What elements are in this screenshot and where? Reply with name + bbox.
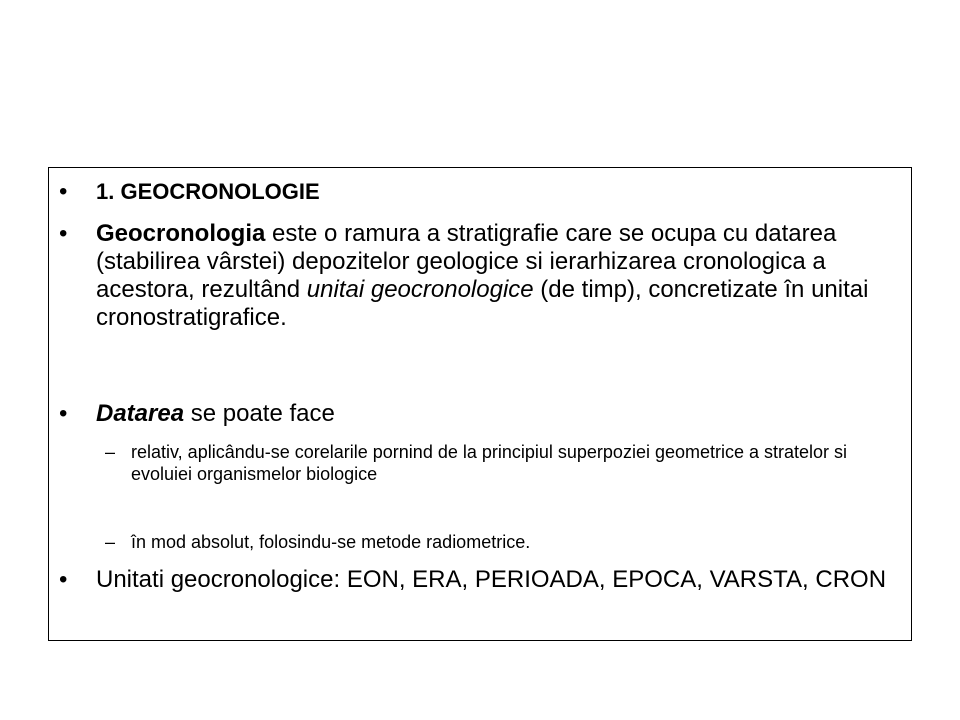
dating-method-relative (105, 441, 865, 485)
definition-part1: este o ramura a stratigrafie care se ocupa cu datarea (stabilirea vârstei) depozitelor geologice si ierarhizarea cronologica a acestora, rezultând (96, 220, 837, 303)
bullet-title (59, 178, 909, 206)
definition-text (96, 220, 909, 332)
slide-title: 1. GEOCRONOLOGIE (96, 179, 320, 204)
bullet-units (59, 566, 909, 594)
bullet-dot: • (59, 220, 68, 247)
method-text: în mod absolut, folosindu-se metode radiometrice. (131, 532, 531, 552)
bullet-definition (59, 220, 909, 332)
definition-italic: unitai geocronologice (306, 276, 534, 303)
method-text: relativ, aplicându-se corelarile pornind de la principiul superpoziei geometrice a stratelor si evoluiei organismelor biologice (131, 442, 848, 484)
sub-dash: – (105, 442, 116, 462)
sub-dash: – (105, 532, 116, 552)
definition-term: Geocronologia (96, 220, 266, 247)
bullet-dating (59, 400, 909, 428)
units-text: Unitati geocronologice: EON, ERA, PERIOADA, EPOCA, VARSTA, CRON (96, 566, 887, 593)
dating-method-absolute (105, 531, 865, 553)
slide-content-box (48, 167, 912, 641)
bullet-dot: • (59, 178, 68, 205)
dating-text (96, 400, 909, 428)
definition-part2: (de timp), concretizate în unitai cronostratigrafice. (96, 276, 869, 331)
dating-term: Datarea (96, 400, 185, 427)
bullet-dot: • (59, 566, 68, 593)
bullet-dot: • (59, 400, 68, 427)
dating-rest: se poate face (184, 400, 335, 427)
